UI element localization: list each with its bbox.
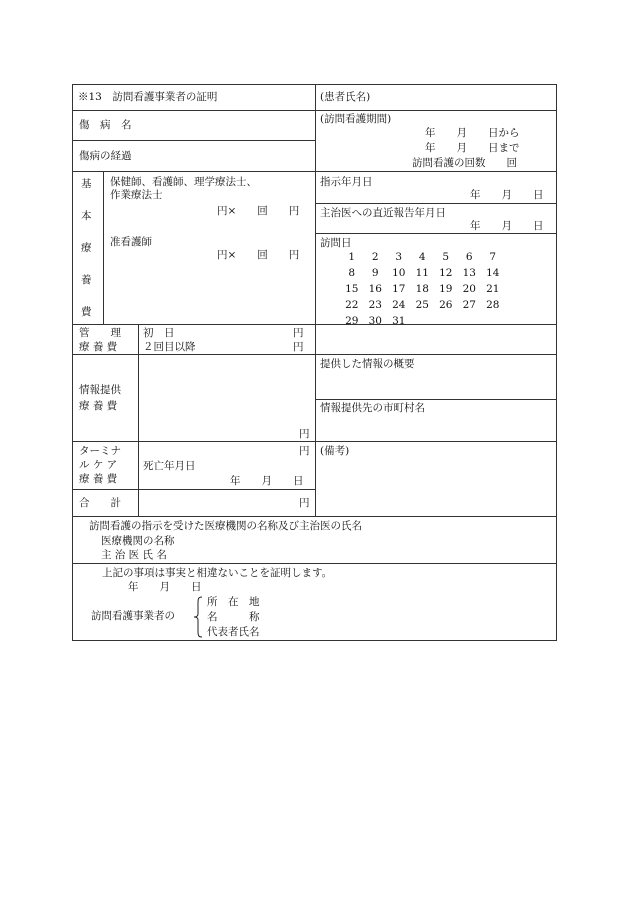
instruction-date-value: 年 月 日 <box>470 189 544 201</box>
calendar-day[interactable]: 28 <box>486 299 500 311</box>
row-line-instruction <box>315 203 557 204</box>
calendar-day[interactable]: 12 <box>439 267 453 279</box>
patient-name-label: (患者氏名) <box>320 91 371 103</box>
calendar-day[interactable]: 31 <box>392 315 406 327</box>
calendar-day[interactable]: 8 <box>348 267 356 279</box>
visit-day-label: 訪問日 <box>320 237 352 249</box>
row-line-summary <box>315 399 557 400</box>
doctor-name-label: 主 治 医 氏 名 <box>101 549 167 561</box>
info-yen: 円 <box>299 428 310 440</box>
total-yen: 円 <box>299 497 310 509</box>
calendar-day[interactable]: 23 <box>368 299 382 311</box>
calendar-day[interactable]: 18 <box>415 283 429 295</box>
calendar-day[interactable]: 10 <box>392 267 406 279</box>
row-line-medical <box>72 563 557 564</box>
nurse-types: 保健師、看護師、理学療法士、 <box>110 176 257 188</box>
calendar-day[interactable]: 4 <box>418 251 426 263</box>
nurse-calc: 円× 回 円 <box>217 205 300 217</box>
provider-rep-label: 代表者氏名 <box>207 626 260 638</box>
management-first-yen: 円 <box>293 327 304 339</box>
management-first-day: 初 日 <box>143 327 175 339</box>
management-label-1: 管 理 <box>79 327 121 339</box>
row-line-management <box>72 354 557 355</box>
calendar-day[interactable]: 14 <box>486 267 500 279</box>
form-title: ※13 訪問看護事業者の証明 <box>78 91 218 103</box>
terminal-label-2: ル ケ ア <box>79 459 118 471</box>
calendar-day[interactable]: 6 <box>465 251 473 263</box>
certification-statement: 上記の事項は事実と相違ないことを証明します。 <box>102 567 333 579</box>
assoc-nurse-label: 准看護師 <box>110 236 152 248</box>
border-left <box>72 84 73 640</box>
provider-name-label: 名 称 <box>207 611 260 623</box>
calendar-day[interactable]: 27 <box>462 299 476 311</box>
border-right <box>556 84 557 640</box>
basic-label-divider <box>103 171 104 324</box>
calendar-day[interactable]: 29 <box>345 315 359 327</box>
instruction-date-label: 指示年月日 <box>320 176 373 188</box>
nurse-types-2: 作業療法士 <box>110 189 163 201</box>
death-date-value: 年 月 日 <box>230 475 304 487</box>
info-city-label: 情報提供先の市町村名 <box>320 402 425 414</box>
info-summary-label: 提供した情報の概要 <box>320 358 415 370</box>
basic-char-3: 療 <box>81 242 92 254</box>
label-col-divider <box>138 324 139 516</box>
management-label-2: 療 養 費 <box>79 341 118 353</box>
certification-date: 年 月 日 <box>128 581 202 593</box>
calendar-day[interactable]: 9 <box>371 267 379 279</box>
row-line-info <box>72 441 557 442</box>
row-line-course <box>72 171 557 172</box>
terminal-label-1: ターミナ <box>79 445 121 457</box>
calendar-day[interactable]: 13 <box>462 267 476 279</box>
injury-course-label: 傷病の経過 <box>79 150 132 162</box>
calendar-day[interactable]: 16 <box>368 283 382 295</box>
terminal-label-3: 療 養 費 <box>79 473 118 485</box>
death-date-label: 死亡年月日 <box>143 460 196 472</box>
report-date-value: 年 月 日 <box>470 220 544 232</box>
brace-icon <box>193 596 203 638</box>
row-line-total <box>72 516 557 517</box>
provider-address-label: 所 在 地 <box>207 596 260 608</box>
row-line-injury <box>72 140 315 141</box>
report-date-label: 主治医への直近報告年月日 <box>320 207 446 219</box>
calendar-day[interactable]: 11 <box>415 267 429 279</box>
calendar-day[interactable]: 22 <box>345 299 359 311</box>
border-bottom <box>72 640 557 641</box>
basic-char-2: 本 <box>81 210 92 222</box>
provider-label: 訪問看護事業者の <box>91 610 175 622</box>
injury-name-label: 傷 病 名 <box>79 119 132 131</box>
medical-name-label: 医療機関の名称 <box>101 535 175 547</box>
row-line-terminal <box>72 489 315 490</box>
management-second: ２回目以降 <box>143 341 196 353</box>
calendar-day[interactable]: 19 <box>439 283 453 295</box>
remarks-label: (備考) <box>320 445 350 457</box>
row-line-report <box>315 233 557 234</box>
calendar-day[interactable]: 25 <box>415 299 429 311</box>
calendar-day[interactable]: 1 <box>348 251 356 263</box>
basic-char-1: 基 <box>81 178 92 190</box>
visit-count: 訪問看護の回数 回 <box>412 157 517 169</box>
calendar-day[interactable]: 20 <box>462 283 476 295</box>
info-label-2: 療 養 費 <box>79 400 118 412</box>
period-to: 年 月 日まで <box>425 142 520 154</box>
medical-title: 訪問看護の指示を受けた医療機関の名称及び主治医の氏名 <box>89 520 362 532</box>
calendar-day[interactable]: 3 <box>395 251 403 263</box>
basic-char-4: 養 <box>81 274 92 286</box>
calendar-day[interactable]: 17 <box>392 283 406 295</box>
calendar-day[interactable]: 7 <box>489 251 497 263</box>
calendar-day[interactable]: 26 <box>439 299 453 311</box>
management-second-yen: 円 <box>293 341 304 353</box>
basic-char-5: 費 <box>81 306 92 318</box>
terminal-yen: 円 <box>299 445 310 457</box>
calendar-day[interactable]: 15 <box>345 283 359 295</box>
calendar-day[interactable]: 5 <box>442 251 450 263</box>
row-line-title <box>72 110 557 111</box>
assoc-nurse-calc: 円× 回 円 <box>217 249 300 261</box>
calendar-day[interactable]: 21 <box>486 283 500 295</box>
period-label: (訪問看護期間) <box>320 113 392 125</box>
calendar-day[interactable]: 2 <box>371 251 379 263</box>
total-label: 合 計 <box>79 497 121 509</box>
period-from: 年 月 日から <box>425 127 520 139</box>
center-divider <box>315 84 316 516</box>
calendar-day[interactable]: 30 <box>368 315 382 327</box>
calendar-day[interactable]: 24 <box>392 299 406 311</box>
visit-day-calendar <box>340 249 520 329</box>
info-label-1: 情報提供 <box>79 384 121 396</box>
